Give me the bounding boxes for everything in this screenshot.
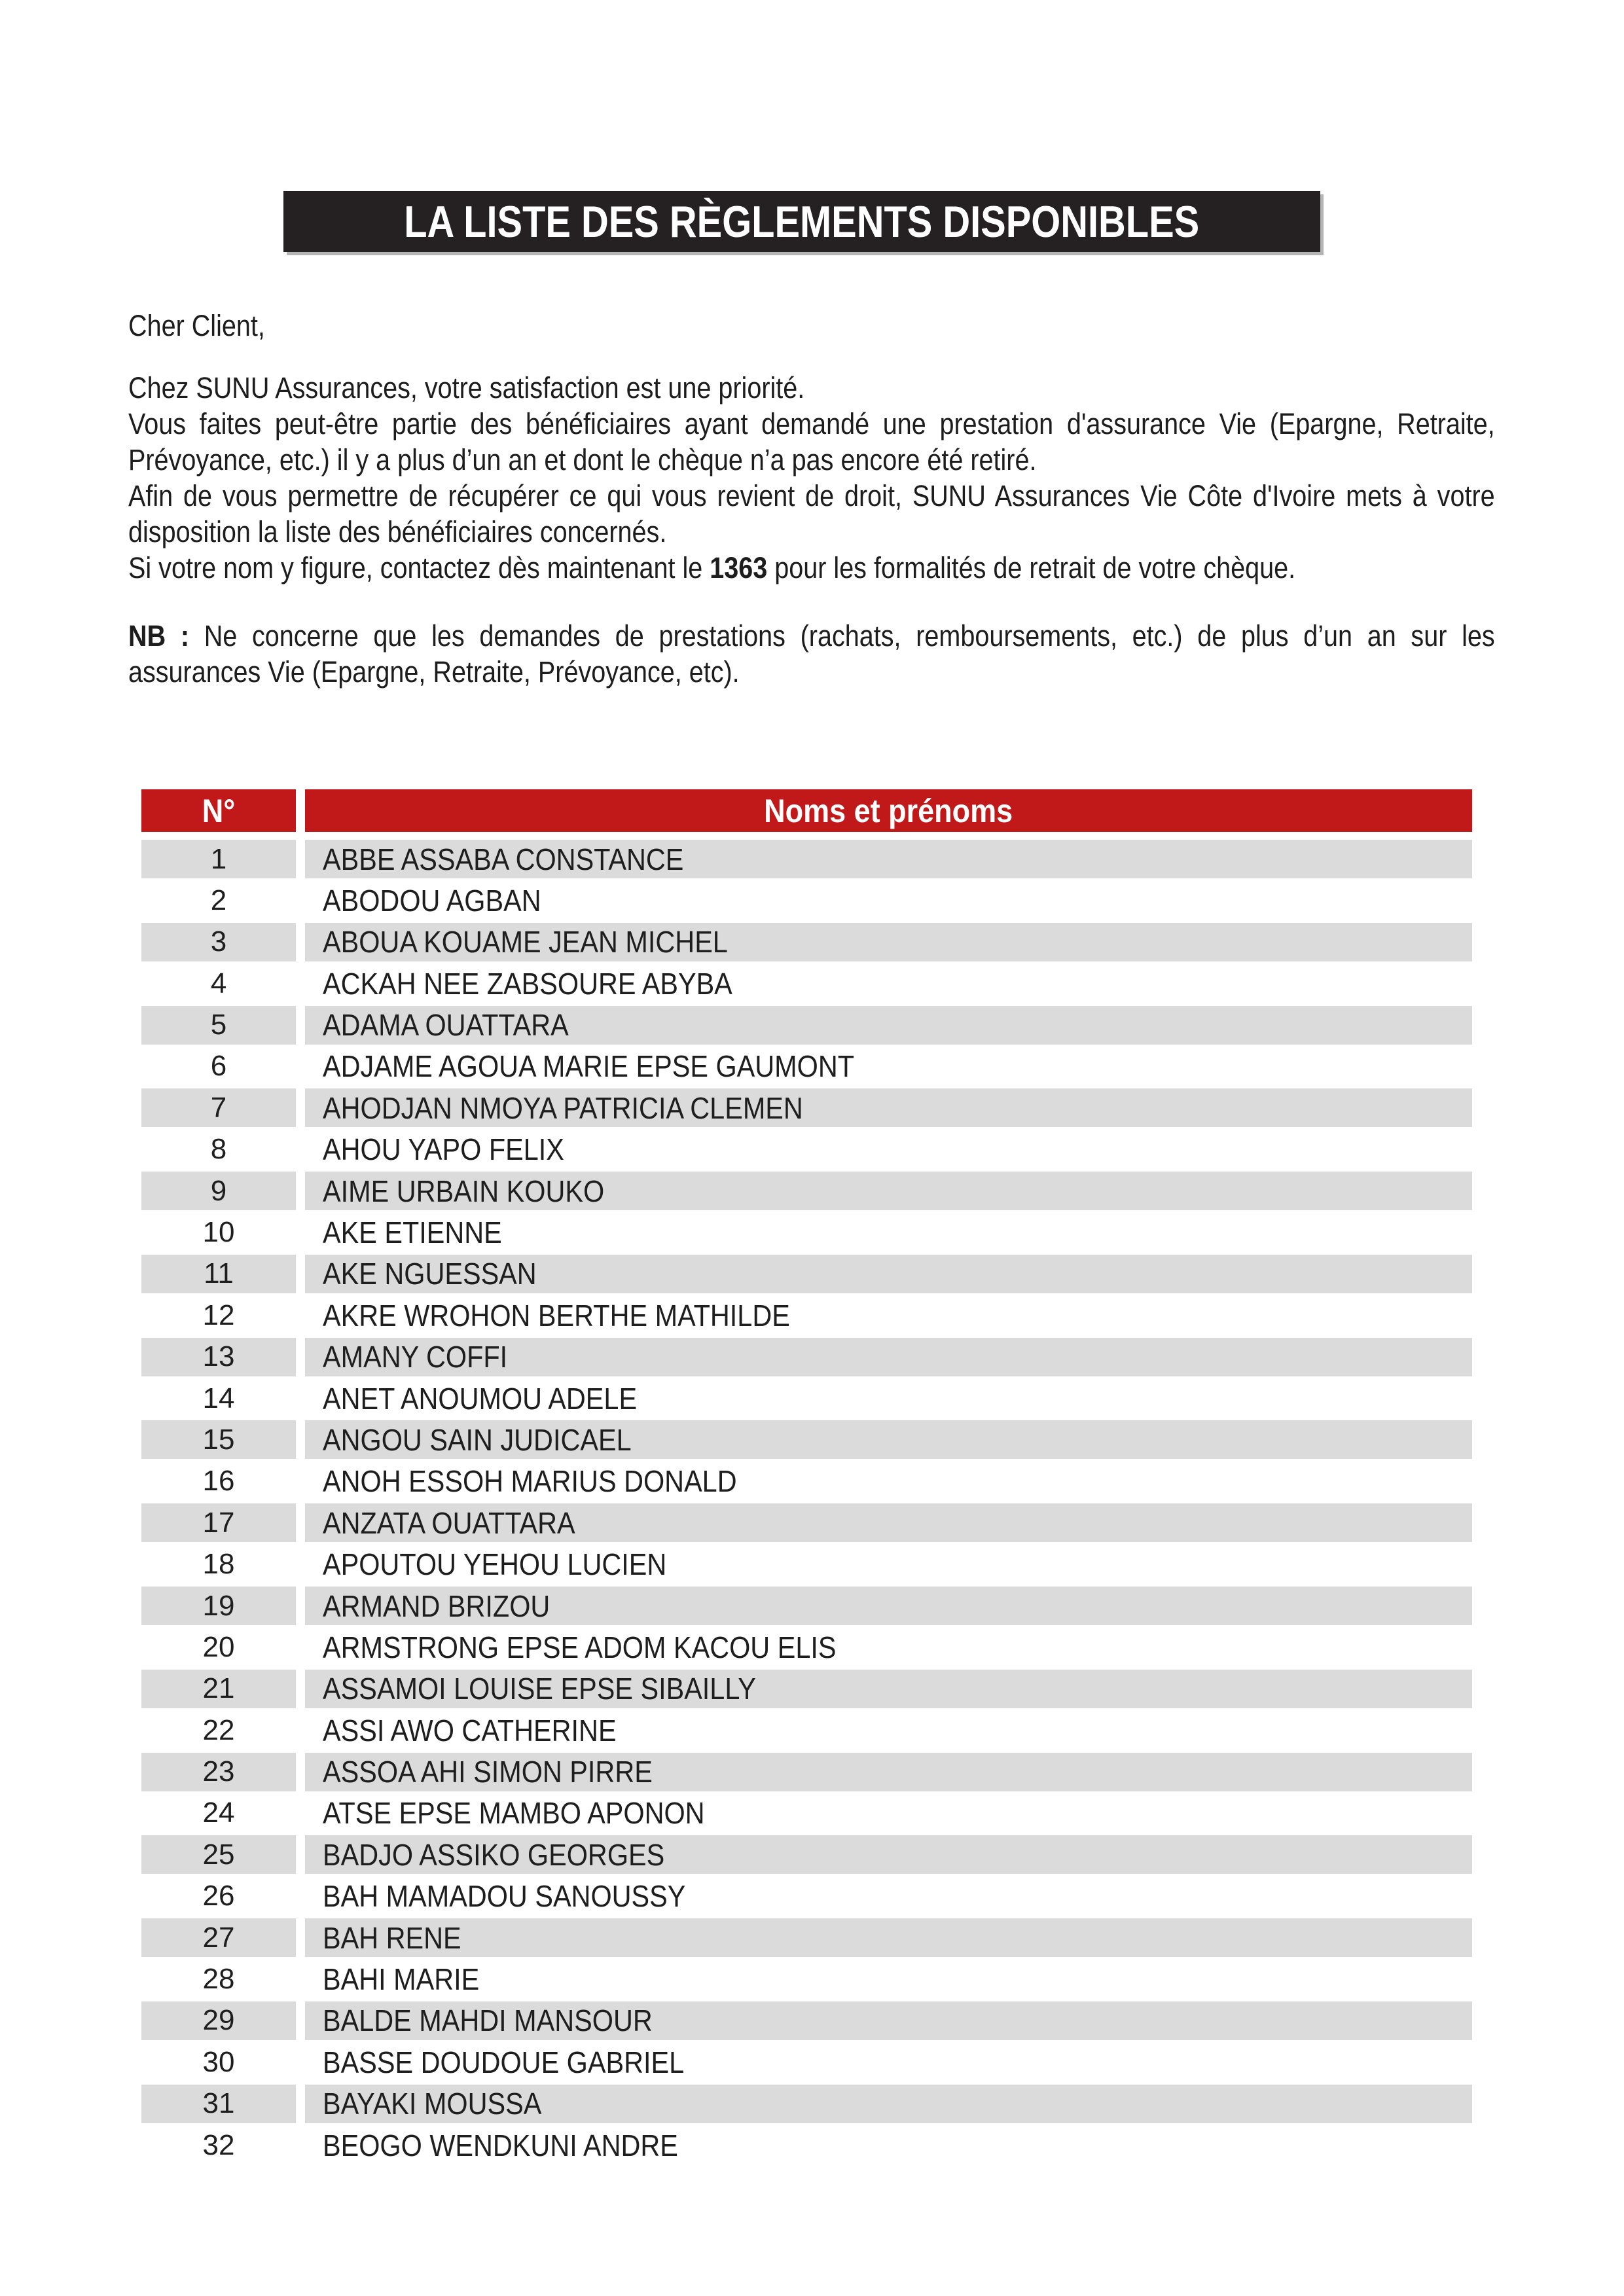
row-number: 11 [141,1255,296,1293]
table-row [141,1587,1472,1625]
beneficiary-name-text: BAYAKI MOUSSA [323,2087,542,2121]
beneficiary-name [305,1088,1472,1127]
beneficiary-name-text: ANZATA OUATTARA [323,1505,575,1540]
row-number: 17 [141,1503,296,1542]
beneficiary-name-text: ASSAMOI LOUISE EPSE SIBAILLY [323,1672,756,1706]
row-number: 5 [141,1006,296,1045]
row-number: 31 [141,2085,296,2123]
intro-line-beneficiaries: Vous faites peut-être partie des bénéficiaires ayant demandé une prestation d'assurance Vie (Epargne, Retraite, Prévoyance, etc.) il y a plus d’un an et dont le chèque n’a pas encore été retiré. [128,407,1495,476]
table-row [141,1628,1472,1666]
row-number: 22 [202,1713,235,1746]
table-row [141,1296,1472,1335]
beneficiaries-table [141,789,1472,2168]
nb-note [128,618,1495,690]
beneficiary-name-text: ATSE EPSE MAMBO APONON [323,1796,705,1831]
table-row [141,1877,1472,1916]
table-row [141,2043,1472,2081]
table-row [141,2001,1472,2040]
beneficiary-name [305,923,1472,961]
table-row [141,840,1472,878]
row-number: 3 [141,923,296,961]
beneficiary-name-text: BAHI MARIE [323,1962,480,1997]
beneficiary-name-text: AKE ETIENNE [323,1215,502,1250]
row-number: 6 [210,1050,227,1083]
beneficiary-name-text: AKRE WROHON BERTHE MATHILDE [323,1298,790,1333]
contact-text-after: pour les formalités de retrait de votre chèque. [767,551,1296,584]
table-row [141,881,1472,920]
table-row [141,1088,1472,1127]
intro-line-satisfaction: Chez SUNU Assurances, votre satisfaction est une priorité. [128,371,805,404]
title-banner [283,191,1320,252]
beneficiary-name-text: AMANY COFFI [323,1340,508,1374]
table-row [141,1918,1472,1957]
beneficiary-name-text: ANET ANOUMOU ADELE [323,1381,638,1416]
row-number: 1 [141,840,296,878]
beneficiary-name-text: ADJAME AGOUA MARIE EPSE GAUMONT [323,1049,855,1084]
beneficiary-name-text: ARMAND BRIZOU [323,1588,550,1623]
beneficiary-name-text: ASSOA AHI SIMON PIRRE [323,1755,653,1789]
table-row [141,1753,1472,1791]
row-number: 25 [141,1835,296,1874]
row-number: 12 [202,1299,235,1331]
beneficiary-name [305,1172,1472,1210]
header-number-label: N° [202,792,236,829]
beneficiary-name [305,1877,1472,1916]
table-row [141,1545,1472,1584]
beneficiary-name [305,1503,1472,1542]
row-number: 7 [141,1088,296,1127]
row-number: 32 [202,2128,235,2161]
row-number: 28 [202,1963,235,1996]
beneficiary-name [305,964,1472,1003]
table-row [141,1503,1472,1542]
table-row [141,1835,1472,1874]
beneficiary-name-text: ASSI AWO CATHERINE [323,1713,617,1748]
beneficiary-name [305,1338,1472,1376]
beneficiary-name-text: AIME URBAIN KOUKO [323,1174,605,1208]
phone-number: 1363 [710,551,768,584]
beneficiary-name-text: ADAMA OUATTARA [323,1008,569,1043]
contact-text-before: Si votre nom y figure, contactez dès maintenant le [128,551,710,584]
beneficiary-name-text: BASSE DOUDOUE GABRIEL [323,2045,685,2079]
beneficiary-name-text: BADJO ASSIKO GEORGES [323,1837,665,1872]
beneficiary-name-text: ANGOU SAIN JUDICAEL [323,1422,632,1457]
row-number: 14 [202,1382,235,1414]
beneficiary-name-text: AKE NGUESSAN [323,1257,537,1291]
row-number: 27 [141,1918,296,1957]
beneficiary-name-text: ANOH ESSOH MARIUS DONALD [323,1464,737,1499]
row-number: 20 [202,1630,235,1663]
beneficiary-name-text: ACKAH NEE ZABSOURE ABYBA [323,966,732,1001]
beneficiary-name [305,2043,1472,2081]
table-row [141,2085,1472,2123]
header-cell-number [141,789,296,832]
header-cell-names [305,789,1472,832]
beneficiary-name-text: APOUTOU YEHOU LUCIEN [323,1547,667,1582]
row-number: 2 [210,884,227,916]
beneficiary-name [305,1130,1472,1169]
beneficiary-name [305,881,1472,920]
row-number: 4 [210,967,227,999]
table-row [141,1047,1472,1086]
beneficiary-name [305,1960,1472,1999]
table-row [141,1213,1472,1252]
table-row [141,1172,1472,1210]
beneficiary-name [305,1462,1472,1501]
page-title: LA LISTE DES RÈGLEMENTS DISPONIBLES [404,196,1200,247]
table-row [141,1711,1472,1749]
table-body [141,840,1472,2164]
beneficiary-name [305,1545,1472,1584]
beneficiary-name-text: AHODJAN NMOYA PATRICIA CLEMEN [323,1090,803,1125]
table-row [141,1960,1472,1999]
row-number: 19 [141,1587,296,1625]
beneficiary-name [305,1835,1472,1874]
beneficiary-name [305,1420,1472,1459]
beneficiary-name-text: BAH MAMADOU SANOUSSY [323,1879,686,1914]
beneficiary-name [305,2126,1472,2164]
table-row [141,1379,1472,1418]
intro-line-contact [128,550,1495,586]
beneficiary-name-text: ABODOU AGBAN [323,883,541,918]
row-number: 26 [202,1880,235,1912]
table-row [141,1670,1472,1708]
beneficiary-name [305,1255,1472,1293]
header-names-label: Noms et prénoms [764,792,1013,829]
table-row [141,1006,1472,1045]
row-number: 8 [210,1133,227,1166]
beneficiary-name [305,1296,1472,1335]
table-row [141,964,1472,1003]
beneficiary-name [305,1213,1472,1252]
beneficiary-name [305,2001,1472,2040]
table-row [141,1130,1472,1169]
row-number: 13 [141,1338,296,1376]
row-number: 15 [141,1420,296,1459]
row-number: 23 [141,1753,296,1791]
beneficiary-name-text: BALDE MAHDI MANSOUR [323,2003,653,2038]
beneficiary-name [305,1670,1472,1708]
beneficiary-name [305,1379,1472,1418]
beneficiary-name [305,1628,1472,1666]
table-row [141,1338,1472,1376]
beneficiary-name [305,1711,1472,1749]
beneficiary-name-text: BEOGO WENDKUNI ANDRE [323,2128,678,2162]
intro-line-recuperation: Afin de vous permettre de récupérer ce qui vous revient de droit, SUNU Assurances Vie Côte d'Ivoire mets à votre disposition la liste des bénéficiaires concernés. [128,479,1495,548]
table-header-row [141,789,1472,832]
row-number: 16 [202,1465,235,1498]
greeting: Cher Client, [128,309,265,342]
row-number: 30 [202,2045,235,2078]
beneficiary-name [305,840,1472,878]
row-number: 24 [202,1797,235,1829]
table-row [141,1420,1472,1459]
table-row [141,1462,1472,1501]
table-row [141,923,1472,961]
beneficiary-name-text: ARMSTRONG EPSE ADOM KACOU ELIS [323,1630,837,1664]
beneficiary-name-text: ABOUA KOUAME JEAN MICHEL [323,925,728,960]
beneficiary-name-text: AHOU YAPO FELIX [323,1132,564,1167]
nb-label: NB : [128,619,190,653]
beneficiary-name [305,1753,1472,1791]
beneficiary-name [305,1794,1472,1833]
beneficiary-name-text: ABBE ASSABA CONSTANCE [323,842,684,876]
row-number: 10 [202,1216,235,1249]
beneficiary-name [305,1587,1472,1625]
beneficiary-name [305,2085,1472,2123]
beneficiary-name [305,1047,1472,1086]
row-number: 9 [141,1172,296,1210]
row-number: 29 [141,2001,296,2040]
letter-body [128,308,1495,690]
beneficiary-name [305,1918,1472,1957]
table-row [141,1255,1472,1293]
table-row [141,2126,1472,2164]
table-row [141,1794,1472,1833]
row-number: 18 [202,1548,235,1581]
beneficiary-name [305,1006,1472,1045]
nb-text: Ne concerne que les demandes de prestations (rachats, remboursements, etc.) de plus d’un an sur les assurances Vie (Epargne, Retraite, Prévoyance, etc). [128,619,1495,689]
row-number: 21 [141,1670,296,1708]
beneficiary-name-text: BAH RENE [323,1920,461,1955]
